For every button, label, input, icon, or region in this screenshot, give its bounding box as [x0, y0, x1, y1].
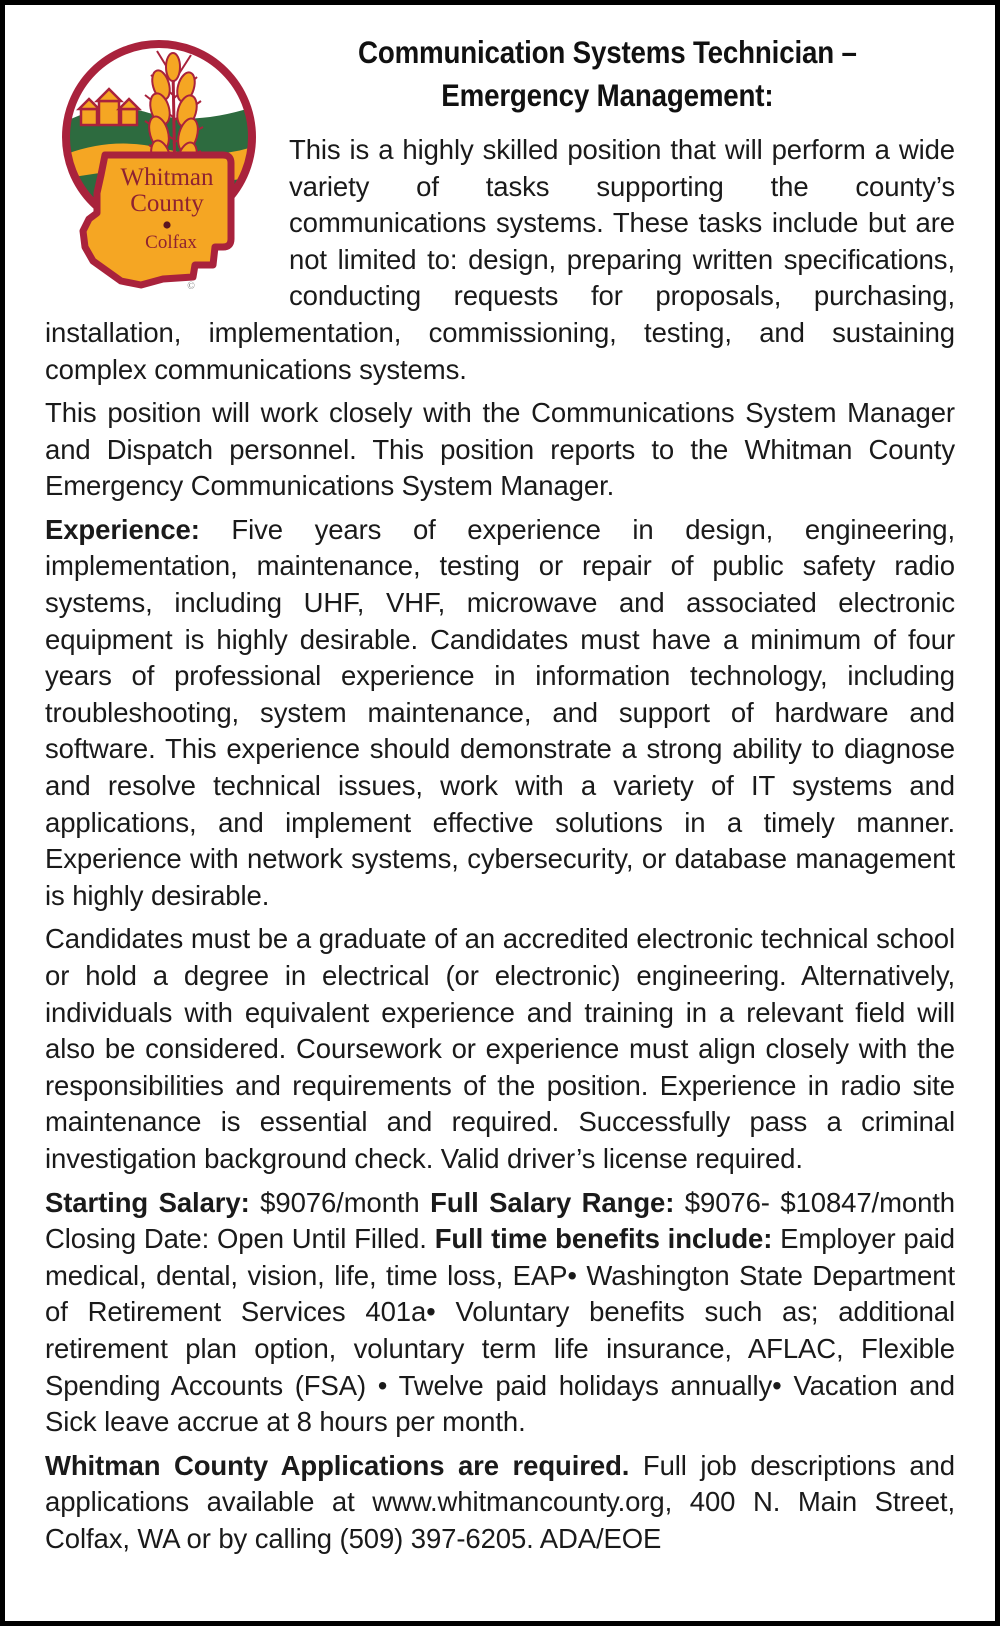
apply-body: Full job descriptions and applications available at www.whitmancounty.org, 400 N. Main Street, Colfax, WA or by calling (509) 397-6205. ADA/EOE	[45, 1449, 955, 1554]
job-title	[100, 31, 901, 118]
starting-salary-value: $9076/month	[249, 1186, 431, 1218]
copyright-mark-text: ©	[187, 281, 195, 292]
colfax-location-dot	[163, 221, 170, 228]
paragraph-experience	[45, 512, 955, 915]
benefits-label: Full time benefits include:	[434, 1223, 773, 1255]
logo-line2-text: County	[130, 190, 204, 217]
apply-label: Whitman County Applications are required.	[45, 1449, 630, 1481]
job-title-line-2: Emergency Management:	[441, 77, 774, 114]
paragraph-apply	[45, 1448, 955, 1558]
benefits-body: Employer paid medical, dental, vision, life, time loss, EAP• Washington State Department of Retirement Services 401a• Voluntary benefits such as; additional retirement plan option, voluntary term life insurance, AFLAC, Flexible Spending Accounts (FSA) • Twelve paid holidays annually• Vacation and Sick leave accrue at 8 hours per month.	[45, 1223, 955, 1438]
experience-label: Experience:	[45, 513, 200, 545]
experience-body: Five years of experience in design, engineering, implementation, maintenance, testing or repair of public safety radio systems, including UHF, VHF, microwave and associated electronic equipment is highly desirable. Candidates must have a minimum of four years of professional experience in information technology, including troubleshooting, system maintenance, and support of hardware and software. This experience should demonstrate a strong ability to diagnose and resolve technical issues, work with a variety of IT systems and applications, and implement effective solutions in a timely manner. Experience with network systems, cybersecurity, or database management is highly desirable.	[45, 513, 955, 911]
full-salary-range-value: $9076- $10847/month Closing Date: Open Until Filled.	[45, 1186, 956, 1255]
logo-line1-text: Whitman	[120, 164, 214, 191]
paragraph-reporting: This position will work closely with the Communications System Manager and Dispatch personnel. This position reports to the Whitman County Emergency Communications System Manager.	[45, 397, 955, 502]
paragraph-education: Candidates must be a graduate of an accredited electronic technical school or hold a degree in electrical (or electronic) engineering. Alternatively, individuals with equivalent experience and training in a relevant field will also be considered. Coursework or experience must align closely with the responsibilities and requirements of the position. Experience in radio site maintenance is essential and required. Successfully pass a criminal investigation background check. Valid driver’s license required.	[45, 923, 955, 1174]
paragraph-intro: This is a highly skilled position that will perform a wide variety of tasks supporting the county’s communications systems. These tasks include but are not limited to: design, preparing written specifications, conducting requests for proposals, purchasing, installation, implementation, commissioning, testing, and sustaining complex communications systems.	[45, 133, 955, 385]
job-title-line-1: Communication Systems Technician –	[357, 34, 857, 70]
full-salary-range-label: Full Salary Range:	[430, 1186, 675, 1218]
ad-content	[17, 15, 983, 1611]
logo-line3-text: Colfax	[145, 232, 197, 253]
paragraph-compensation	[45, 1185, 955, 1441]
starting-salary-label: Starting Salary:	[45, 1186, 250, 1218]
